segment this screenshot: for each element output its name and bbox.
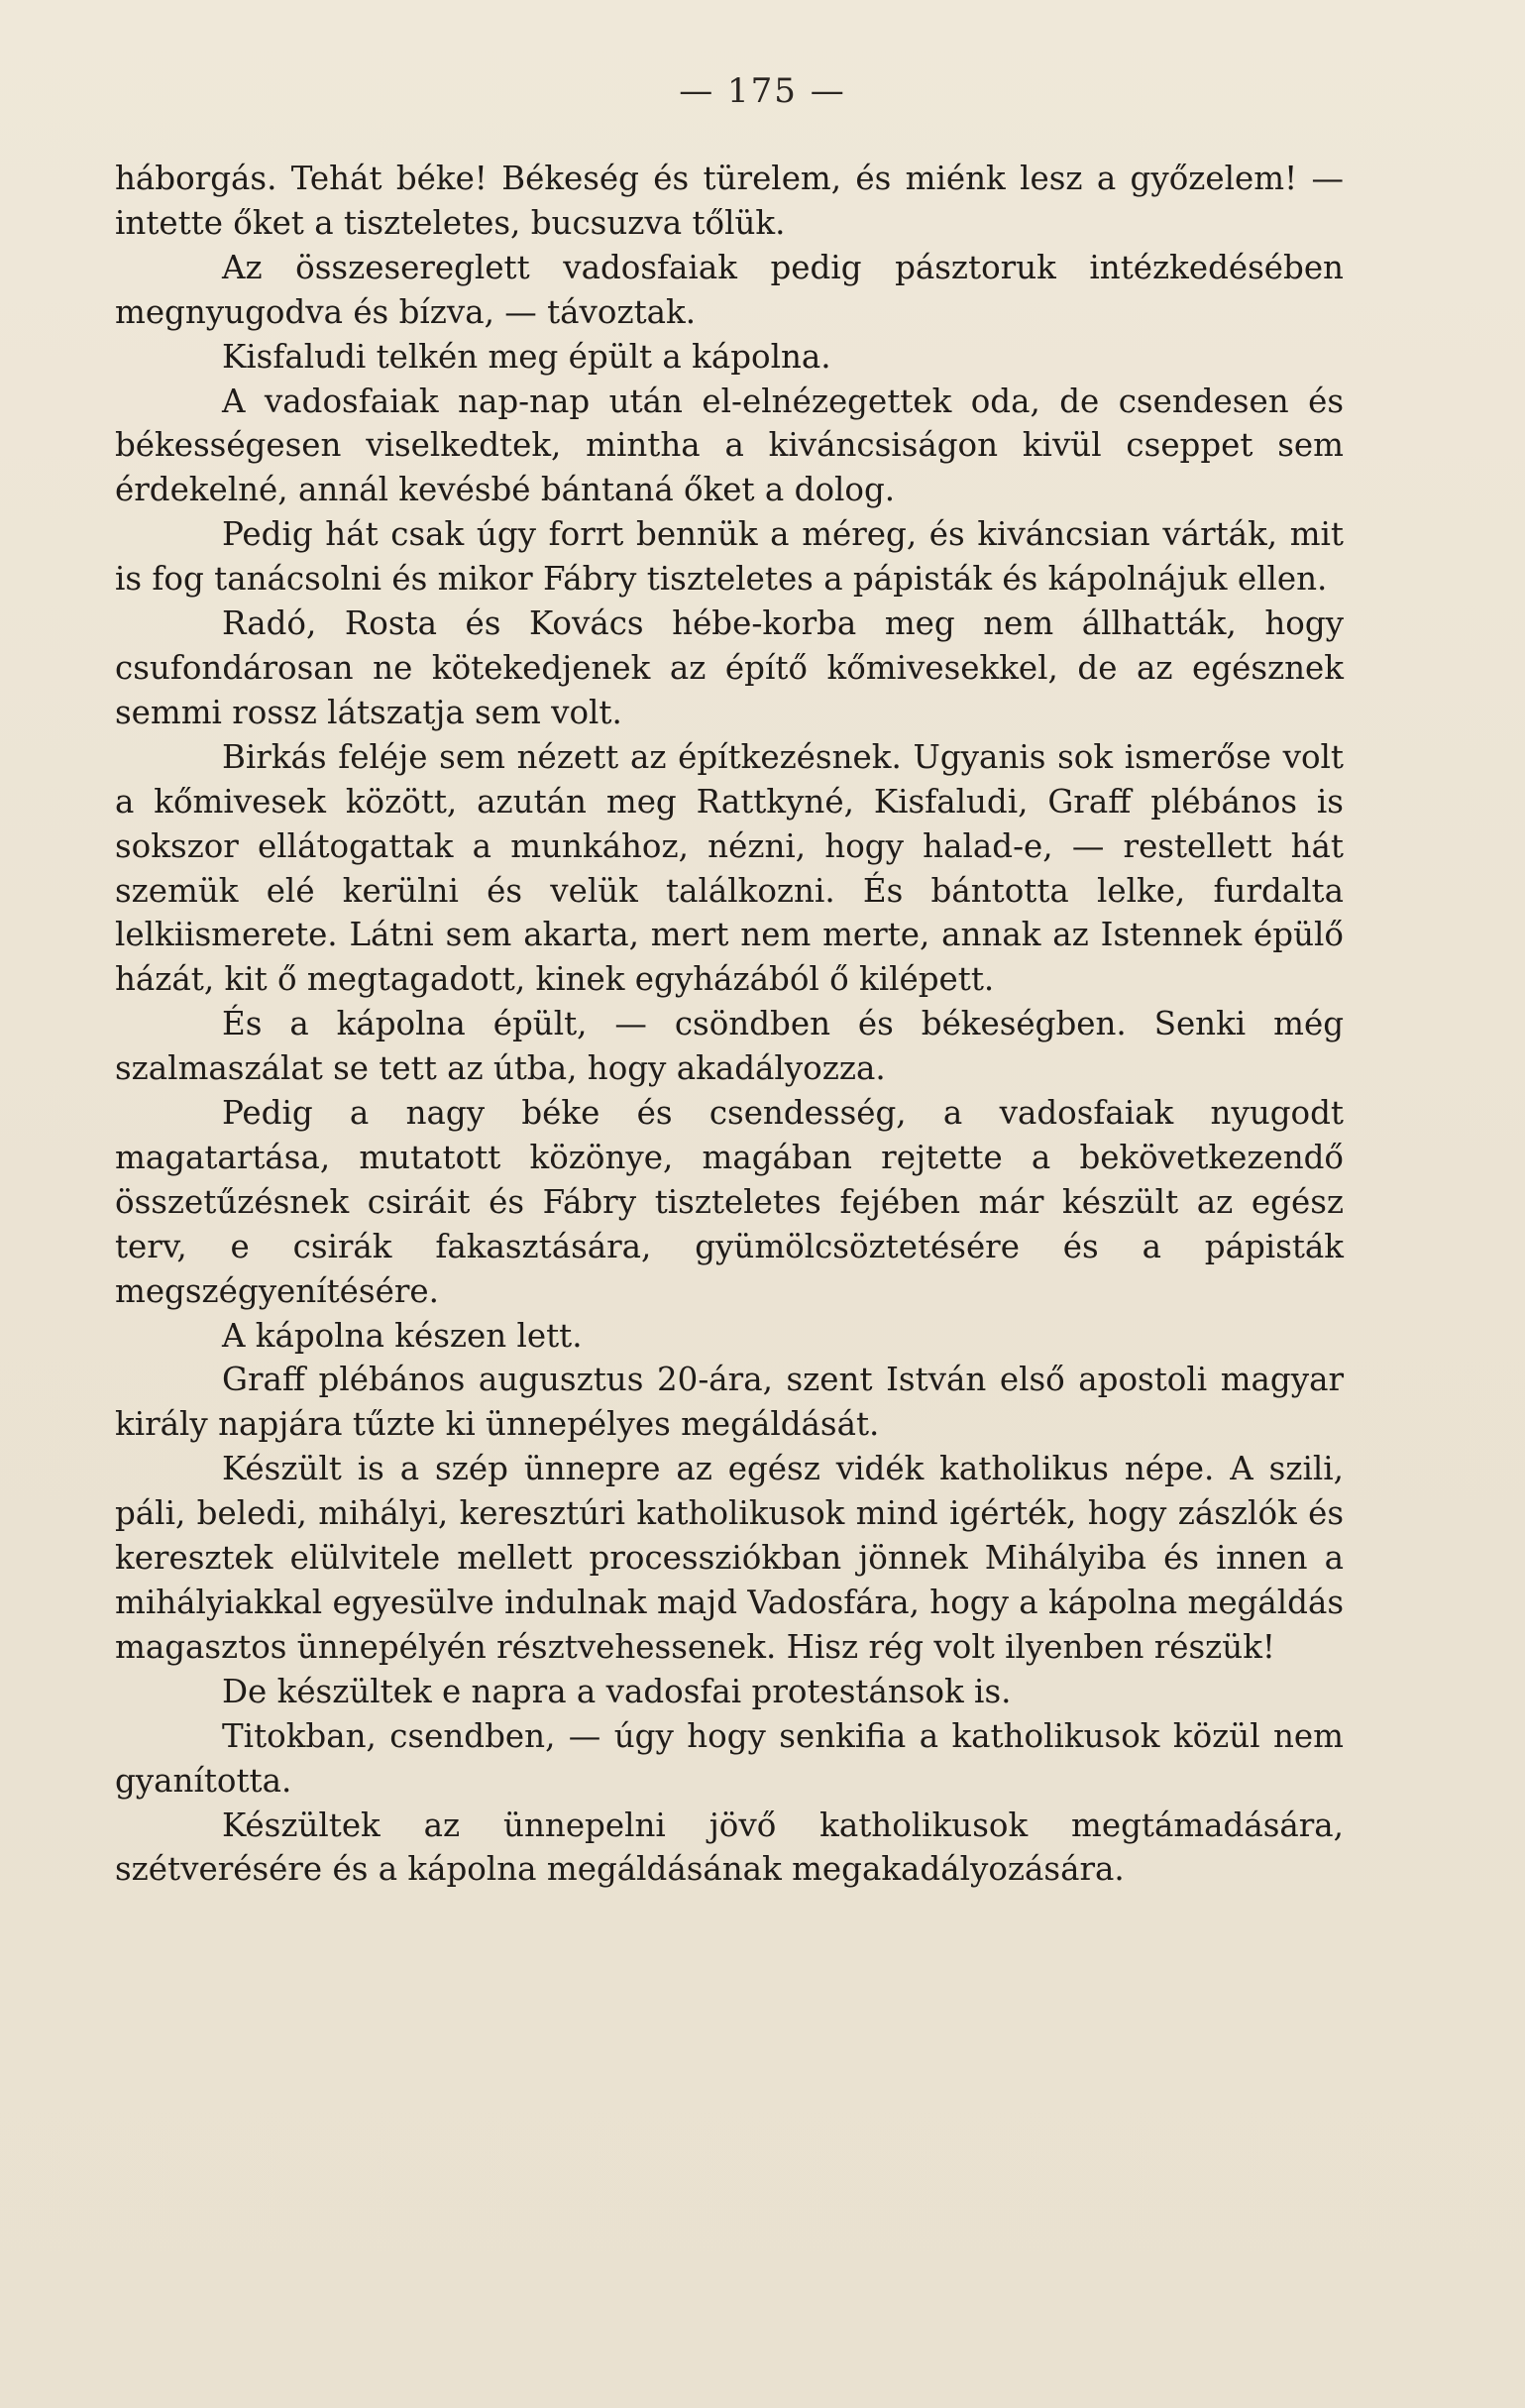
paragraph: Készült is a szép ünnepre az egész vidék katholikus népe. A szili, páli, beledi, mihályi, keresztúri katholikusok mind igérték, hogy zászlók és keresztek elülvitele mellett processziókban jönnek Mihályiba és innen a mihályiakkal egyesülve indulnak majd Vadosfára, hogy a kápolna megáldás magasztos ünnepélyén résztvehessenek. Hisz rég volt ilyenben részük! <box>115 1450 1344 1666</box>
paragraph: Pedig a nagy béke és csendesség, a vadosfaiak nyugodt magatartása, mutatott közönye, magában rejtette a bekövetkezendő összetűzésnek csiráit és Fábry tiszteletes fejében már készült az egész terv, e csirák fakasztására, gyümölcsöztetésére és a pápisták megszégyenítésére. <box>115 1094 1344 1310</box>
paragraph: A vadosfaiak nap-nap után el-elnézegettek oda, de csendesen és békességesen viselkedtek, mintha a kiváncsiságon kivül cseppet sem érdekelné, annál kevésbé bántaná őket a dolog. <box>115 382 1344 509</box>
paragraph: Graff plébános augusztus 20-ára, szent István első apostoli magyar király napjára tűzte ki ünnepélyes megáldását. <box>115 1361 1344 1444</box>
paragraph: háborgás. Tehát béke! Békeség és türelem, és miénk lesz a győzelem! — intette őket a tiszteletes, bucsuzva tőlük. <box>115 160 1344 242</box>
paragraph: Birkás feléje sem nézett az építkezésnek. Ugyanis sok ismerőse volt a kőmivesek között, azután meg Rattkyné, Kisfaludi, Graff plébános is sokszor ellátogattak a munkához, nézni, hogy halad-e, — restellett hát szemük elé kerülni és velük találkozni. És bántotta lelke, furdalta lelkiismerete. Látni sem akarta, mert nem merte, annak az Istennek épülő házát, kit ő megtagadott, kinek egyházából ő kilépett. <box>115 737 1344 999</box>
paragraph: Az összesereglett vadosfaiak pedig pásztoruk intézkedésében megnyugodva és bízva, — távoztak. <box>115 248 1344 331</box>
paragraph: Készültek az ünnepelni jövő katholikusok megtámadására, szétverésére és a kápolna megáldásának megakadályozására. <box>115 1806 1344 1889</box>
paragraph: Kisfaludi telkén meg épült a kápolna. <box>222 337 831 376</box>
paragraph: Radó, Rosta és Kovács hébe-korba meg nem állhatták, hogy csufondárosan ne kötekedjenek az építő kőmivesekkel, de az egésznek semmi rossz látszatja sem volt. <box>115 604 1344 731</box>
paragraph: De készültek e napra a vadosfai protestánsok is. <box>222 1672 1012 1710</box>
paragraph: A kápolna készen lett. <box>222 1316 583 1355</box>
body-text <box>115 157 1344 1892</box>
paragraph: Titokban, csendben, — úgy hogy senkifia a katholikusok közül nem gyanította. <box>115 1716 1344 1800</box>
paragraph: És a kápolna épült, — csöndben és békeségben. Senki még szalmaszálat se tett az útba, hogy akadályozza. <box>115 1005 1344 1088</box>
page-number: — 175 — <box>679 71 846 111</box>
paragraph: Pedig hát csak úgy forrt bennük a méreg, és kiváncsian várták, mit is fog tanácsolni és mikor Fábry tiszteletes a pápisták és kápolnájuk ellen. <box>115 515 1344 599</box>
